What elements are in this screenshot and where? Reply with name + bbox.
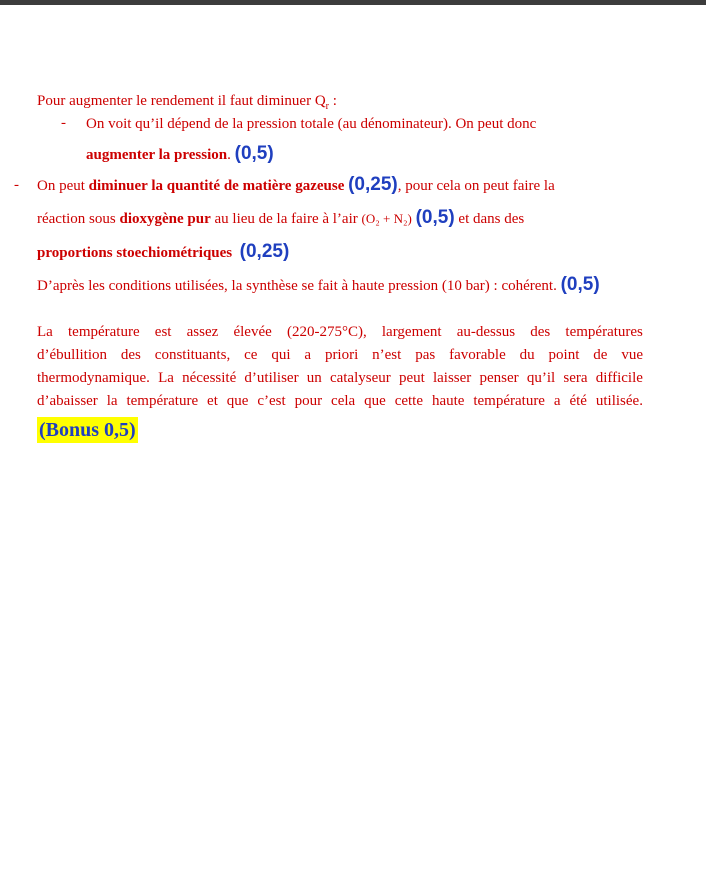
word: de bbox=[593, 347, 608, 363]
bullet2-line2 bbox=[37, 206, 643, 231]
word: favorable bbox=[449, 347, 506, 363]
word: d’abaisser bbox=[37, 393, 98, 409]
word: des bbox=[120, 347, 141, 363]
word: été bbox=[569, 393, 587, 409]
word: a bbox=[304, 347, 312, 363]
word: la bbox=[106, 393, 118, 409]
word: au-dessus bbox=[456, 324, 516, 340]
bullet2-bold2: dioxygène pur bbox=[119, 211, 211, 227]
word: catalyseur bbox=[329, 370, 391, 386]
word: thermodynamique. bbox=[37, 370, 150, 386]
score-badge: (0,25) bbox=[239, 241, 290, 262]
word: d’ébullition bbox=[37, 347, 107, 363]
word: peut bbox=[398, 370, 425, 386]
formula: (O₂ + N₂) bbox=[361, 211, 412, 226]
temperature-line-4 bbox=[37, 392, 643, 410]
word: n’est bbox=[372, 347, 402, 363]
word: d’utiliser bbox=[244, 370, 299, 386]
conditions-text: D’après les conditions utilisées, la synthèse se fait à haute pression (10 bar) : cohérent. bbox=[37, 278, 561, 294]
score-badge: (0,5) bbox=[234, 143, 274, 164]
word: priori bbox=[324, 347, 359, 363]
word: température bbox=[473, 393, 545, 409]
bullet-dash: - bbox=[61, 115, 66, 131]
intro-end: : bbox=[329, 93, 337, 109]
bullet2-l2-mid: au lieu de la faire à l’air bbox=[210, 211, 362, 227]
bullet2-after1: , pour cela on peut faire la bbox=[397, 178, 555, 194]
bullet2-bold3: proportions stoechiométriques bbox=[37, 245, 233, 261]
word: c’est bbox=[257, 393, 286, 409]
word: cela bbox=[331, 393, 356, 409]
word: pour bbox=[294, 393, 323, 409]
intro-line bbox=[37, 92, 337, 116]
bullet1-line2 bbox=[86, 142, 274, 167]
word: haute bbox=[431, 393, 465, 409]
score-badge: (0,5) bbox=[560, 274, 600, 295]
word: pas bbox=[415, 347, 436, 363]
word: température bbox=[126, 393, 199, 409]
word: a bbox=[553, 393, 561, 409]
word: (220-275°C), bbox=[286, 324, 367, 340]
word: La bbox=[37, 324, 53, 340]
word: largement bbox=[381, 324, 442, 340]
bullet-dash: - bbox=[14, 177, 19, 193]
bonus-score-badge: (Bonus 0,5) bbox=[39, 419, 136, 441]
word: élevée bbox=[233, 324, 272, 340]
word: sera bbox=[563, 370, 588, 386]
bullet2-l2-pre: réaction sous bbox=[37, 211, 120, 227]
word: qui bbox=[271, 347, 291, 363]
word: un bbox=[306, 370, 322, 386]
document-page bbox=[0, 5, 706, 870]
bullet1-bold: augmenter la pression bbox=[86, 147, 228, 163]
score-badge: (0,5) bbox=[415, 207, 455, 228]
bullet2-bold1: diminuer la quantité de matière gazeuse bbox=[88, 178, 345, 194]
word: utilisée. bbox=[595, 393, 643, 409]
temperature-line-1 bbox=[37, 323, 643, 341]
intro-text: Pour augmenter le rendement il faut diminuer Q bbox=[37, 93, 326, 109]
word: qu’il bbox=[526, 370, 556, 386]
word: La bbox=[158, 370, 174, 386]
word: point bbox=[548, 347, 580, 363]
word: constituants, bbox=[154, 347, 231, 363]
score-badge: (0,25) bbox=[348, 174, 398, 195]
word: que bbox=[364, 393, 386, 409]
word: vue bbox=[621, 347, 643, 363]
bullet2-line3 bbox=[37, 240, 289, 265]
word: ce bbox=[244, 347, 258, 363]
word: cette bbox=[394, 393, 424, 409]
word: assez bbox=[186, 324, 219, 340]
word: et bbox=[207, 393, 218, 409]
temperature-line-3 bbox=[37, 369, 643, 387]
word: températures bbox=[565, 324, 643, 340]
word: nécessité bbox=[182, 370, 237, 386]
intro-subscript: r bbox=[325, 101, 330, 112]
bullet2-l2-end: et dans des bbox=[454, 211, 525, 227]
word: du bbox=[519, 347, 535, 363]
word: des bbox=[530, 324, 551, 340]
word: laisser bbox=[432, 370, 472, 386]
word: penser bbox=[479, 370, 519, 386]
bullet1-text: On voit qu’il dépend de la pression totale (au dénominateur). On peut donc bbox=[86, 116, 537, 132]
word: est bbox=[154, 324, 172, 340]
temperature-line-2 bbox=[37, 346, 643, 364]
bullet1-after: . bbox=[227, 147, 235, 163]
word: température bbox=[68, 324, 140, 340]
bullet2-line1 bbox=[37, 173, 643, 198]
word: difficile bbox=[595, 370, 643, 386]
word: que bbox=[226, 393, 249, 409]
conditions-line bbox=[37, 273, 600, 298]
bullet1-line1 bbox=[86, 115, 643, 133]
bullet2-pre: On peut bbox=[37, 178, 89, 194]
